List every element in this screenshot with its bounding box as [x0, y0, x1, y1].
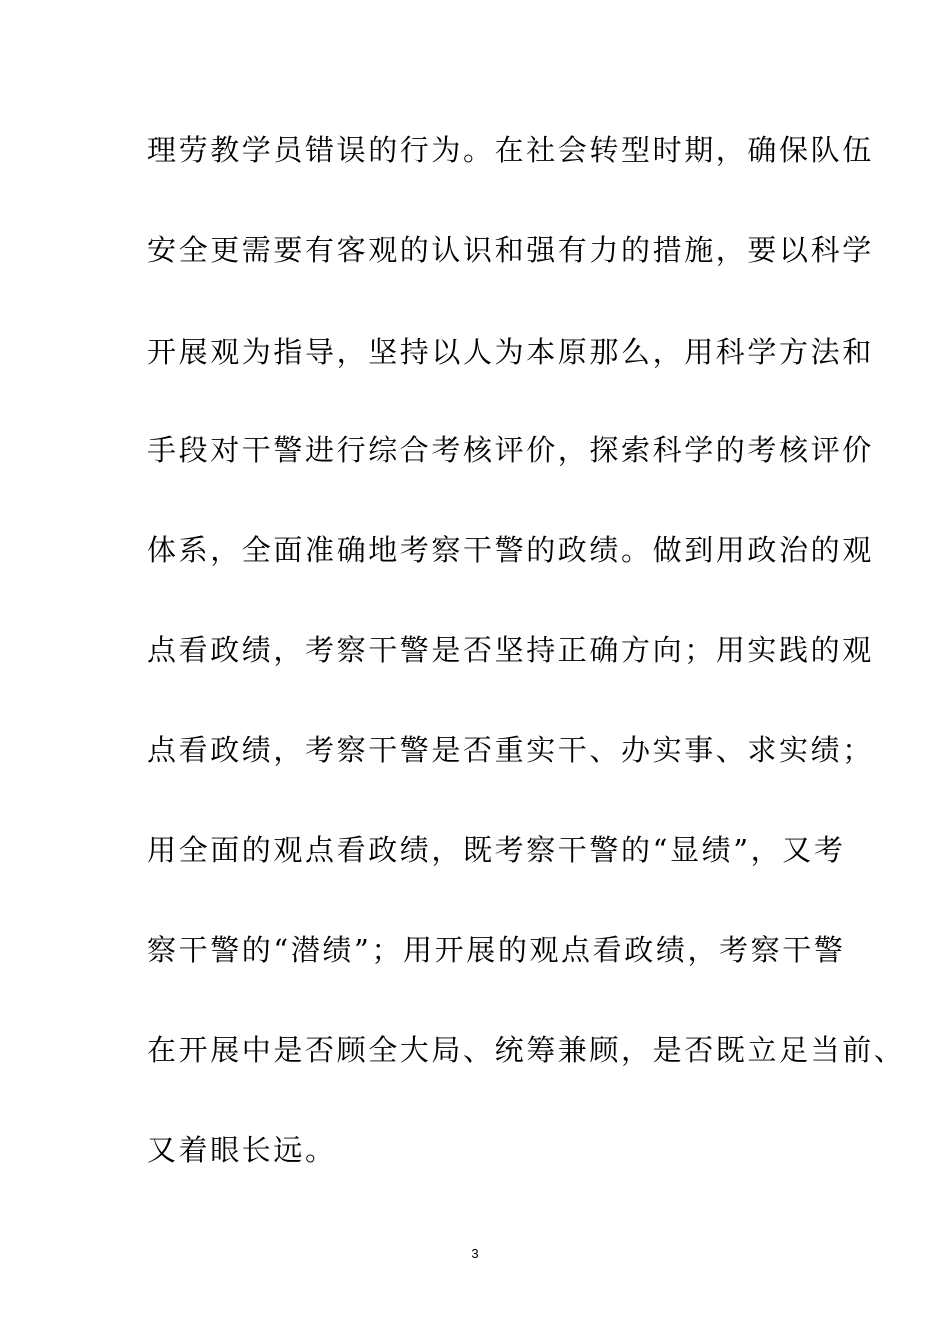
- text-line: 点看政绩，考察干警是否重实干、办实事、求实绩；: [147, 733, 874, 767]
- text-line: 用全面的观点看政绩，既考察干警的“显绩”，又考: [147, 833, 846, 867]
- text-line: 开展观为指导，坚持以人为本原那么，用科学方法和: [147, 335, 874, 369]
- text-line: 安全更需要有客观的认识和强有力的措施，要以科学: [147, 233, 874, 267]
- page-number: 3: [471, 1246, 479, 1261]
- text-line: 又着眼长远。: [147, 1133, 337, 1167]
- text-line: 理劳教学员错误的行为。在社会转型时期，确保队伍: [147, 133, 874, 167]
- text-line: 点看政绩，考察干警是否坚持正确方向；用实践的观: [147, 633, 874, 667]
- text-line: 体系，全面准确地考察干警的政绩。做到用政治的观: [147, 533, 874, 567]
- text-line: 察干警的“潜绩”；用开展的观点看政绩，考察干警: [147, 933, 846, 967]
- text-line: 在开展中是否顾全大局、统筹兼顾，是否既立足当前、: [147, 1033, 906, 1067]
- text-line: 手段对干警进行综合考核评价，探索科学的考核评价: [147, 433, 874, 467]
